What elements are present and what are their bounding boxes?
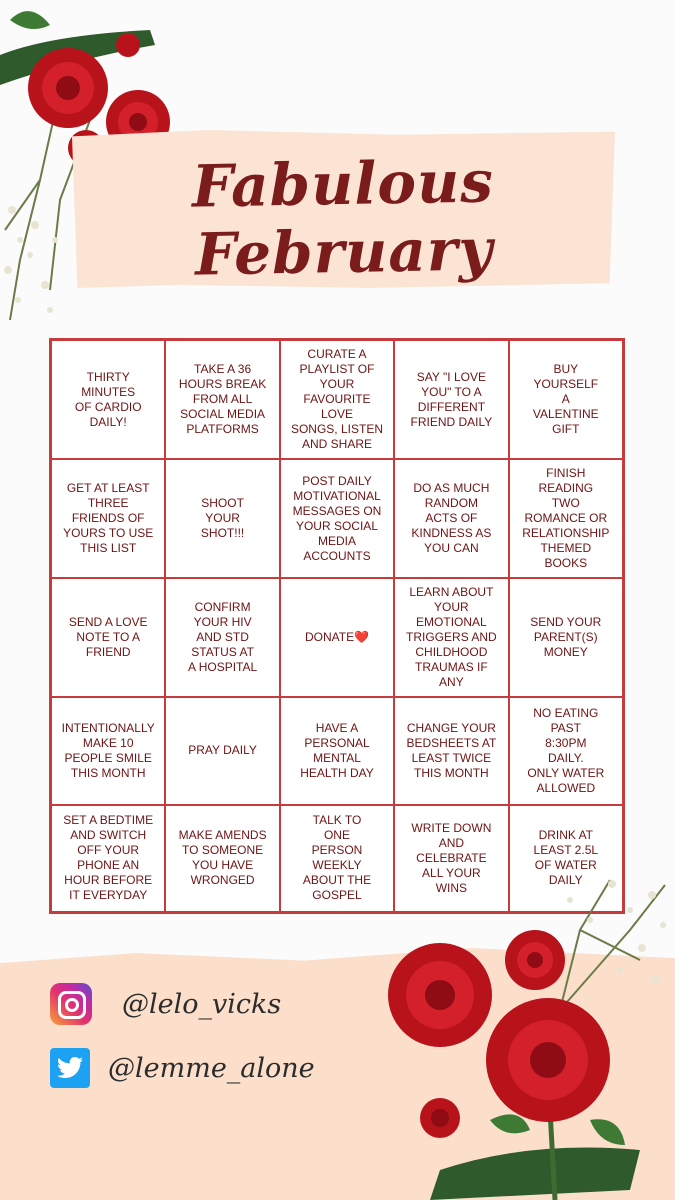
bingo-cell: MAKE AMENDS TO SOMEONE YOU HAVE WRONGED bbox=[165, 805, 279, 913]
bingo-cell: CONFIRM YOUR HIV AND STD STATUS AT A HOSPITAL bbox=[165, 578, 279, 697]
bingo-cell: FINISH READING TWO ROMANCE OR RELATIONSHIP THEMED BOOKS bbox=[509, 459, 623, 578]
bingo-cell: HAVE A PERSONAL MENTAL HEALTH DAY bbox=[280, 697, 394, 805]
bingo-cell: GET AT LEAST THREE FRIENDS OF YOURS TO USE THIS LIST bbox=[51, 459, 165, 578]
bingo-cell: SEND YOUR PARENT(S) MONEY bbox=[509, 578, 623, 697]
roses-bottom-right-decoration bbox=[380, 870, 675, 1200]
page-title: Fabulous February bbox=[191, 147, 495, 289]
instagram-icon[interactable] bbox=[50, 983, 92, 1025]
bingo-cell: SET A BEDTIME AND SWITCH OFF YOUR PHONE AN HOUR BEFORE IT EVERYDAY bbox=[51, 805, 165, 913]
twitter-row[interactable] bbox=[50, 1048, 315, 1088]
bingo-cell: NO EATING PAST 8:30PM DAILY. ONLY WATER ALLOWED bbox=[509, 697, 623, 805]
bingo-cell: DO AS MUCH RANDOM ACTS OF KINDNESS AS YOU CAN bbox=[394, 459, 508, 578]
twitter-icon[interactable] bbox=[50, 1048, 90, 1088]
bingo-cell: SEND A LOVE NOTE TO A FRIEND bbox=[51, 578, 165, 697]
instagram-row[interactable] bbox=[50, 983, 281, 1025]
bingo-cell: INTENTIONALLY MAKE 10 PEOPLE SMILE THIS MONTH bbox=[51, 697, 165, 805]
bingo-cell: CURATE A PLAYLIST OF YOUR FAVOURITE LOVE SONGS, LISTEN AND SHARE bbox=[280, 340, 394, 459]
bingo-grid bbox=[49, 338, 625, 914]
bingo-cell: WRITE DOWN AND CELEBRATE ALL YOUR WINS bbox=[394, 805, 508, 913]
twitter-handle[interactable]: @lemme_alone bbox=[108, 1052, 315, 1084]
bingo-cell: POST DAILY MOTIVATIONAL MESSAGES ON YOUR SOCIAL MEDIA ACCOUNTS bbox=[280, 459, 394, 578]
bingo-cell: DONATE❤️ bbox=[280, 578, 394, 697]
bingo-cell: PRAY DAILY bbox=[165, 697, 279, 805]
bingo-cell: SHOOT YOUR SHOT!!! bbox=[165, 459, 279, 578]
bingo-cell: LEARN ABOUT YOUR EMOTIONAL TRIGGERS AND CHILDHOOD TRAUMAS IF ANY bbox=[394, 578, 508, 697]
bingo-cell: SAY "I LOVE YOU" TO A DIFFERENT FRIEND DAILY bbox=[394, 340, 508, 459]
bingo-cell: THIRTY MINUTES OF CARDIO DAILY! bbox=[51, 340, 165, 459]
bingo-cell: DRINK AT LEAST 2.5L OF WATER DAILY bbox=[509, 805, 623, 913]
bingo-cell: TAKE A 36 HOURS BREAK FROM ALL SOCIAL MEDIA PLATFORMS bbox=[165, 340, 279, 459]
bingo-cell: CHANGE YOUR BEDSHEETS AT LEAST TWICE THIS MONTH bbox=[394, 697, 508, 805]
bingo-cell: TALK TO ONE PERSON WEEKLY ABOUT THE GOSPEL bbox=[280, 805, 394, 913]
instagram-handle[interactable]: @lelo_vicks bbox=[122, 988, 282, 1020]
bingo-cell: BUY YOURSELF A VALENTINE GIFT bbox=[509, 340, 623, 459]
